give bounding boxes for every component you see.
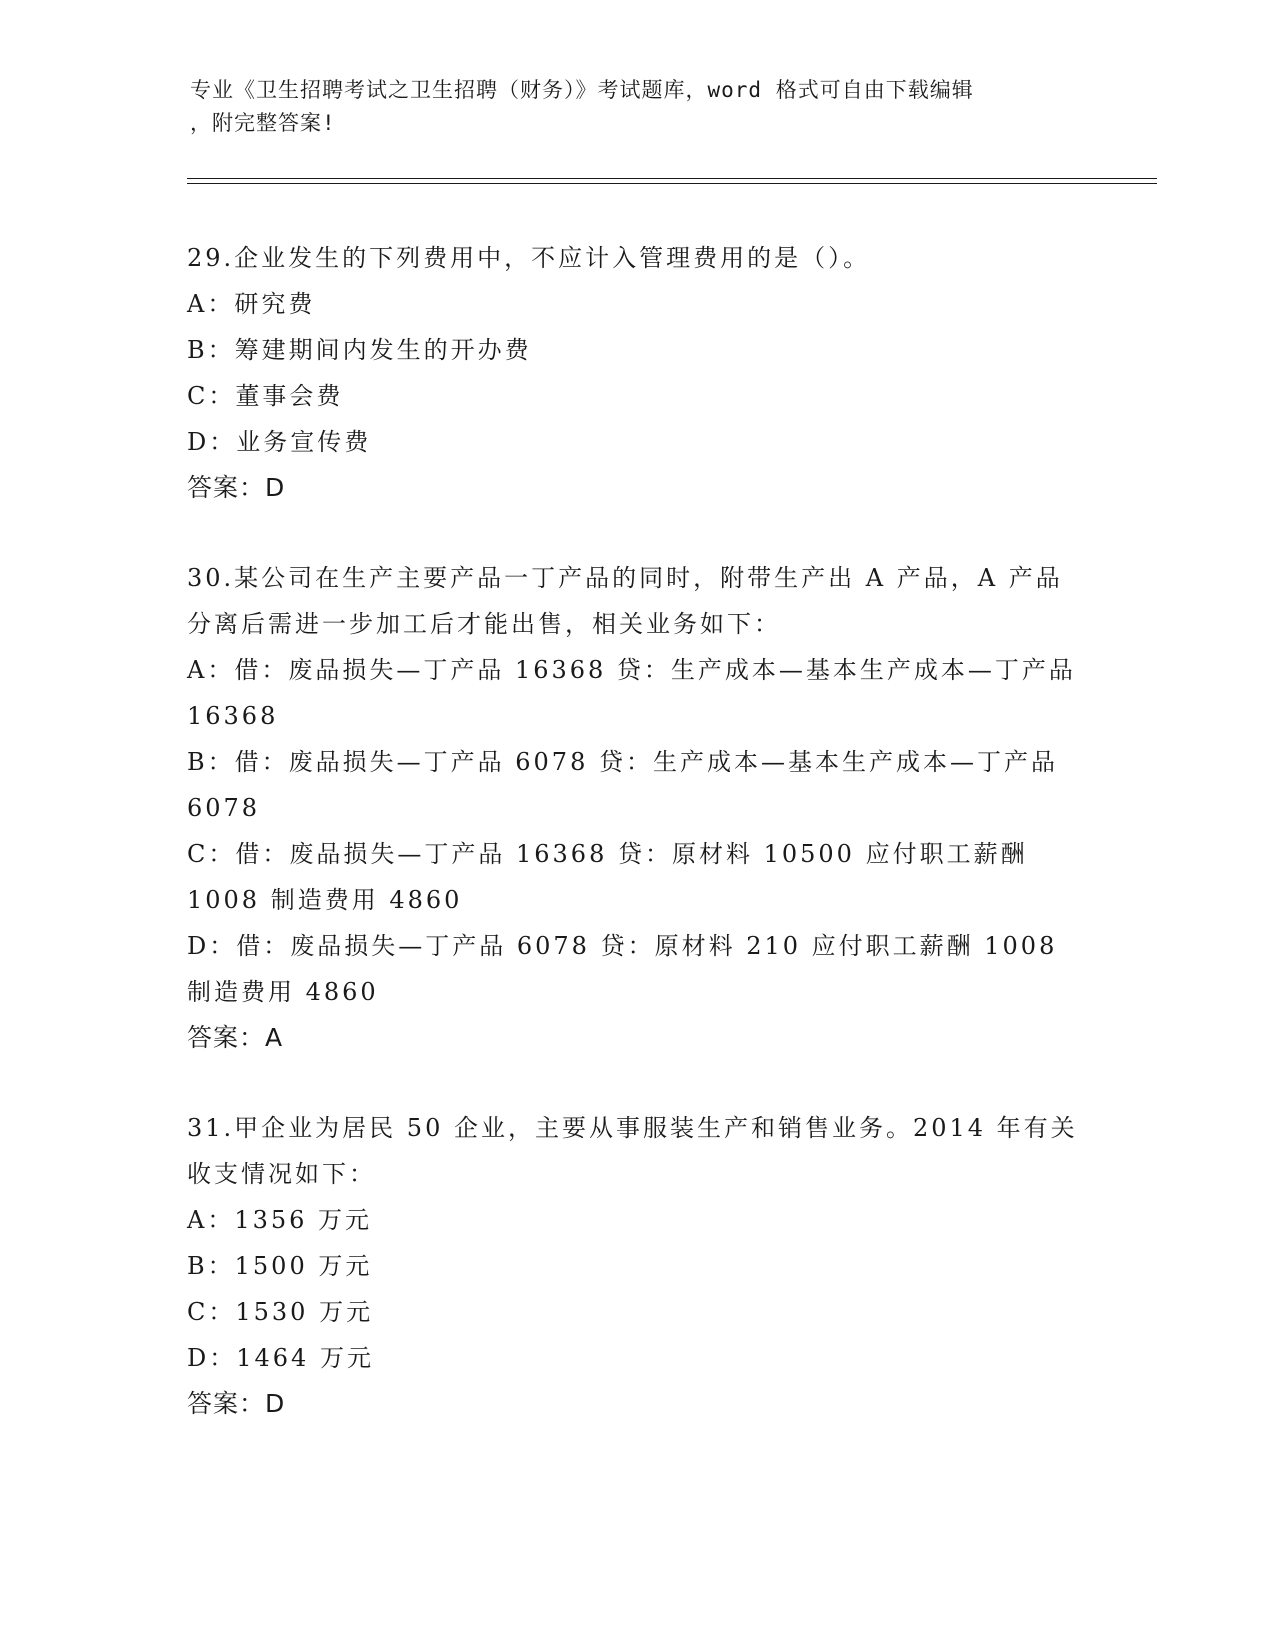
document-header xyxy=(190,74,1070,140)
option-a: A：借：废品损失—丁产品 16368 贷：生产成本—基本生产成本—丁产品 16368 xyxy=(187,656,1076,730)
option-b: B：借：废品损失—丁产品 6078 贷：生产成本—基本生产成本—丁产品 6078 xyxy=(187,748,1058,822)
option-b: B：筹建期间内发生的开办费 xyxy=(187,336,532,364)
question-30 xyxy=(187,555,1087,1061)
header-line-2: ，附完整答案! xyxy=(190,111,336,135)
header-divider-top xyxy=(187,178,1157,179)
option-b: B：1500 万元 xyxy=(187,1252,373,1280)
question-stem: 30.某公司在生产主要产品一丁产品的同时，附带生产出 A 产品，A 产品分离后需进一步加工后才能出售，相关业务如下： xyxy=(187,564,1063,638)
option-d: D：借：废品损失—丁产品 6078 贷：原材料 210 应付职工薪酬 1008 制造费用 4860 xyxy=(187,932,1058,1006)
answer-line: 答案：D xyxy=(187,473,286,502)
option-a: A：1356 万元 xyxy=(187,1206,373,1234)
question-stem: 31.甲企业为居民 50 企业，主要从事服装生产和销售业务。2014 年有关收支情况如下： xyxy=(187,1114,1078,1188)
question-31 xyxy=(187,1105,1087,1427)
option-d: D：业务宣传费 xyxy=(187,428,372,456)
header-divider-bottom xyxy=(187,183,1157,184)
option-c: C：1530 万元 xyxy=(187,1298,374,1326)
header-line-1: 专业《卫生招聘考试之卫生招聘（财务）》考试题库，word 格式可自由下载编辑 xyxy=(190,78,974,102)
option-c: C：借：废品损失—丁产品 16368 贷：原材料 10500 应付职工薪酬 1008 制造费用 4860 xyxy=(187,840,1028,914)
option-d: D：1464 万元 xyxy=(187,1344,374,1372)
answer-line: 答案：A xyxy=(187,1023,284,1052)
option-a: A：研究费 xyxy=(187,290,316,318)
question-stem: 29.企业发生的下列费用中，不应计入管理费用的是（）。 xyxy=(187,244,871,272)
option-c: C：董事会费 xyxy=(187,382,344,410)
question-29 xyxy=(187,235,1087,511)
answer-line: 答案：D xyxy=(187,1389,286,1418)
